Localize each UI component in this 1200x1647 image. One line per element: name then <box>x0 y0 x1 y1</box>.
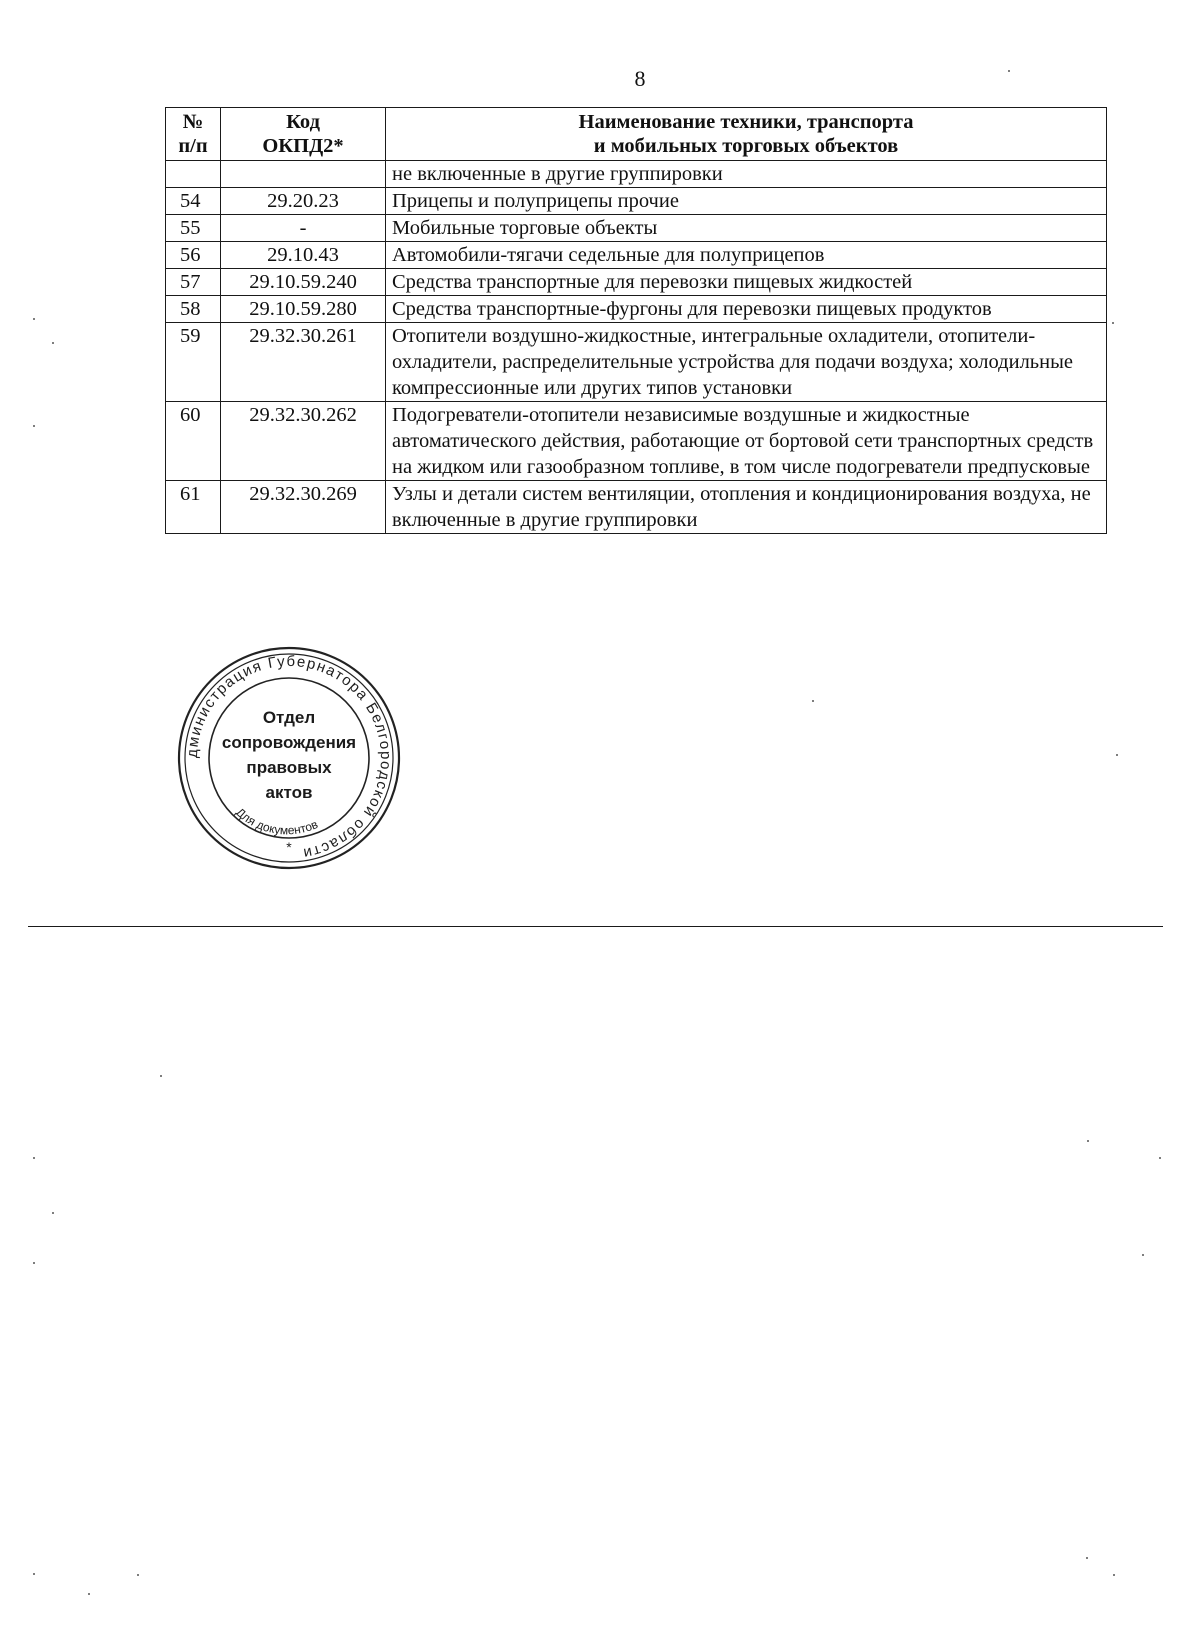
cell-code: - <box>221 215 386 242</box>
scan-speck <box>1159 1157 1161 1159</box>
cell-name: Узлы и детали систем вентиляции, отопления и кондиционирования воздуха, не включенные в другие группировки <box>386 481 1107 534</box>
header-name-line2: и мобильных торговых объектов <box>593 135 899 157</box>
scan-speck <box>1086 1557 1088 1559</box>
scan-speck <box>1087 1140 1089 1142</box>
header-name <box>386 108 1107 161</box>
scan-speck <box>33 1573 35 1575</box>
scan-speck <box>160 1075 162 1077</box>
header-num-line1: № <box>182 111 204 133</box>
page-number: 8 <box>634 66 646 91</box>
cell-num <box>166 161 221 188</box>
scan-speck <box>1112 322 1114 324</box>
stamp-line: Отдел <box>262 708 316 727</box>
cell-num: 59 <box>166 323 221 402</box>
header-code-line2: ОКПД2* <box>262 135 344 157</box>
stamp-ring-text: дминистрация Губернатора Белгородской области <box>183 652 395 863</box>
scan-speck <box>1142 1254 1144 1256</box>
stamp-line: актов <box>265 783 313 802</box>
cell-name: Подогреватели-отопители независимые воздушные и жидкостные автоматического действия, работающие от бортовой сети транспортных средств на жидком или газообразном топливе, в том числе подогреватели предпусковые <box>386 402 1107 481</box>
table-row <box>166 242 1107 269</box>
horizontal-rule <box>28 926 1163 927</box>
table-row <box>166 323 1107 402</box>
cell-name: Средства транспортные для перевозки пищевых жидкостей <box>386 269 1107 296</box>
table-row <box>166 481 1107 534</box>
cell-code: 29.32.30.261 <box>221 323 386 402</box>
table-row <box>166 161 1107 188</box>
scan-speck <box>52 342 54 344</box>
table-row <box>166 296 1107 323</box>
cell-num: 58 <box>166 296 221 323</box>
scan-speck <box>33 1157 35 1159</box>
cell-num: 61 <box>166 481 221 534</box>
cell-code: 29.20.23 <box>221 188 386 215</box>
cell-name: Автомобили-тягачи седельные для полуприцепов <box>386 242 1107 269</box>
stamp-line: правовых <box>246 758 332 777</box>
cell-code: 29.32.30.262 <box>221 402 386 481</box>
scan-speck <box>88 1593 90 1595</box>
cell-name: не включенные в другие группировки <box>386 161 1107 188</box>
cell-code: 29.10.43 <box>221 242 386 269</box>
scan-speck <box>33 318 35 320</box>
cell-code <box>221 161 386 188</box>
cell-name: Мобильные торговые объекты <box>386 215 1107 242</box>
table-row <box>166 402 1107 481</box>
cell-num: 54 <box>166 188 221 215</box>
cell-code: 29.32.30.269 <box>221 481 386 534</box>
official-stamp <box>176 645 402 871</box>
stamp-center-text <box>214 705 364 805</box>
scan-speck <box>33 1262 35 1264</box>
scan-speck <box>1113 1574 1115 1576</box>
okpd-table <box>165 107 1107 534</box>
header-code-line1: Код <box>286 111 320 133</box>
scan-speck <box>137 1574 139 1576</box>
header-name-line1: Наименование техники, транспорта <box>578 111 914 133</box>
scan-speck <box>1116 754 1118 756</box>
stamp-inner-ring-text: Для документов <box>233 805 320 838</box>
cell-name: Отопители воздушно-жидкостные, интегральные охладители, отопители-охладители, распределительные устройства для подачи воздуха; холодильные компрессионные или других типов установки <box>386 323 1107 402</box>
scan-speck <box>33 425 35 427</box>
cell-num: 60 <box>166 402 221 481</box>
stamp-line: сопровождения <box>221 733 357 752</box>
header-num <box>166 108 221 161</box>
header-code <box>221 108 386 161</box>
scan-speck <box>52 1212 54 1214</box>
table-row <box>166 215 1107 242</box>
header-num-line2: п/п <box>178 135 208 157</box>
table-row <box>166 269 1107 296</box>
scan-speck <box>812 700 814 702</box>
cell-num: 57 <box>166 269 221 296</box>
table-header-row <box>166 108 1107 161</box>
cell-code: 29.10.59.240 <box>221 269 386 296</box>
cell-name: Средства транспортные-фургоны для перевозки пищевых продуктов <box>386 296 1107 323</box>
table-row <box>166 188 1107 215</box>
cell-name: Прицепы и полуприцепы прочие <box>386 188 1107 215</box>
scan-speck <box>1008 70 1010 72</box>
cell-num: 55 <box>166 215 221 242</box>
stamp-star: * <box>286 839 292 855</box>
cell-num: 56 <box>166 242 221 269</box>
cell-code: 29.10.59.280 <box>221 296 386 323</box>
